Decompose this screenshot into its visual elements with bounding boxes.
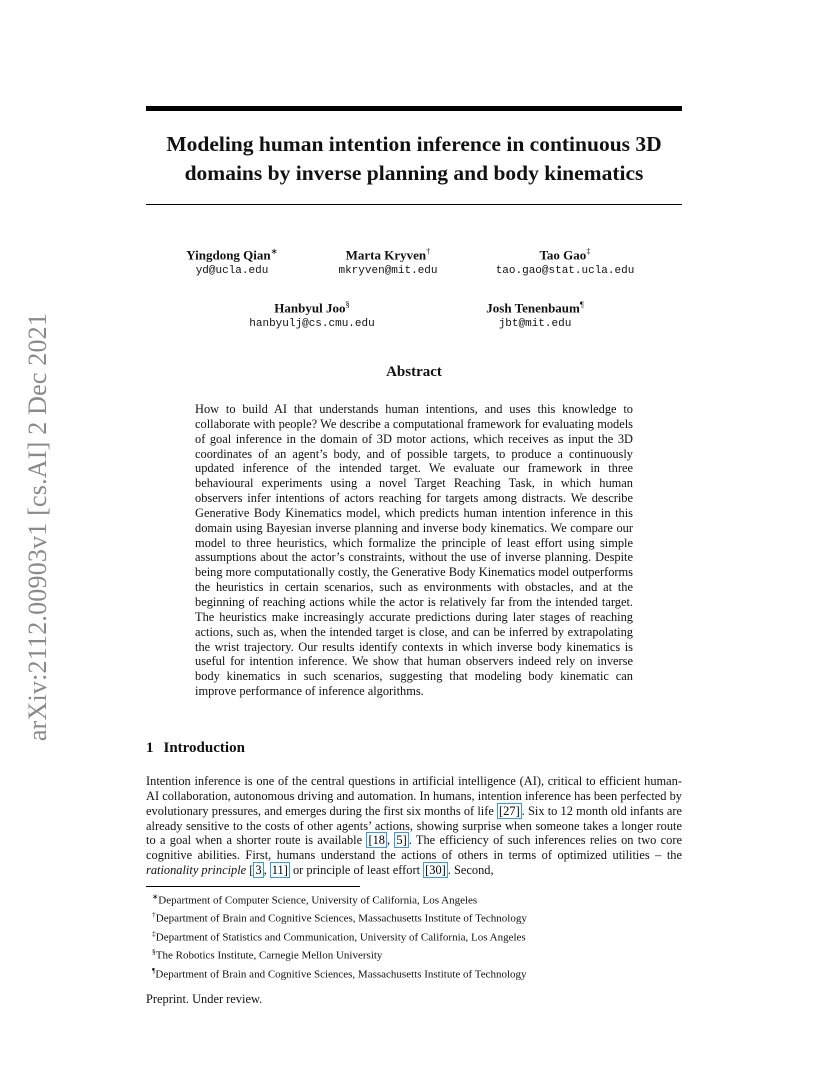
author-block bbox=[320, 243, 456, 279]
author-name: Yingdong Qian∗ bbox=[186, 246, 278, 263]
author-block bbox=[470, 296, 600, 332]
section-title: Introduction bbox=[163, 740, 245, 756]
citation-link[interactable]: [30] bbox=[425, 863, 446, 878]
author-email[interactable]: hanbyulj@cs.cmu.edu bbox=[249, 318, 375, 331]
citation-link[interactable]: [18 bbox=[368, 833, 385, 848]
author-email[interactable]: tao.gao@stat.ucla.edu bbox=[495, 265, 635, 278]
footnotes bbox=[152, 890, 527, 982]
author-email[interactable]: mkryven@mit.edu bbox=[338, 265, 438, 278]
author-block bbox=[236, 296, 388, 332]
arxiv-watermark-text: arXiv:2112.00903v1 [cs.AI] 2 Dec 2021 bbox=[23, 312, 52, 742]
section-number: 1 bbox=[146, 740, 154, 756]
author-email[interactable]: jbt@mit.edu bbox=[498, 318, 572, 331]
citation-link[interactable]: 11] bbox=[271, 863, 288, 878]
preprint-note: Preprint. Under review. bbox=[146, 992, 263, 1006]
footnote: ‡Department of Statistics and Communication, University of California, Los Angeles bbox=[152, 928, 526, 944]
emphasis-term: rationality principle bbox=[146, 863, 247, 878]
citation-link[interactable]: [27] bbox=[499, 803, 520, 818]
footnote: ¶Department of Brain and Cognitive Sciences, Massachusetts Institute of Technology bbox=[152, 965, 527, 981]
intro-paragraph: Intention inference is one of the central questions in artificial intelligence (AI), critical to efficient human-AI collaboration, autonomous driving and automation. In humans, intention inference has been perfected by evolutionary pressures, and emerges during the first six months of life [27] . Six to 12 month old infants are already sensitive to the costs of other agents’ actions, showing surprise when someone takes a longer route to a goal when a shorter route is available [18 , 5] . The efficiency of such inferences relies on two core cognitive abilities. First, humans understand the actions of others in terms of optimized utilities – the rationality principle [ 3 , 11] or principle of least effort [30] . Second, bbox=[146, 774, 683, 878]
author-block bbox=[480, 243, 650, 279]
paper-title: Modeling human intention inference in continuous 3D domains by inverse planning and body kinematics bbox=[166, 132, 662, 185]
title-bottom-rule bbox=[146, 204, 682, 205]
footnote: †Department of Brain and Cognitive Sciences, Massachusetts Institute of Technology bbox=[152, 910, 527, 926]
abstract-heading: Abstract bbox=[386, 364, 442, 380]
section-heading bbox=[146, 740, 245, 757]
citation-link[interactable]: 3 bbox=[255, 863, 262, 878]
author-email[interactable]: yd@ucla.edu bbox=[195, 265, 269, 278]
footnote-rule bbox=[146, 886, 360, 887]
footnote: ∗Department of Computer Science, University of California, Los Angeles bbox=[152, 892, 478, 907]
author-name: Hanbyul Joo§ bbox=[274, 299, 350, 316]
author-name: Josh Tenenbaum¶ bbox=[486, 299, 584, 316]
author-name: Marta Kryven† bbox=[345, 246, 431, 263]
abstract-text: How to build AI that understands human intentions, and uses this knowledge to collaborate with people? We describe a computational framework for evaluating models of goal inference in the domain of 3D motor actions, which receives as input the 3D coordinates of an agent’s body, and of possible targets, to produce a continuously updated inference of the intended target. We evaluate our framework in three behavioural experiments using a novel Target Reaching Task, in which human observers infer intentions of actors reaching for targets among distracts. We describe Generative Body Kinematics model, which predicts human intention inference in this domain using Bayesian inverse planning and inverse body kinematics. We compare our model to three heuristics, which formalize the principle of least effort using simple assumptions about the actor’s constraints, without the use of inverse planning. Despite being more computationally costly, the Generative Body Kinematics model outperforms the heuristics in certain scenarios, such as environments with obstacles, and at the beginning of reaching actions while the actor is relatively far from the intended target. The heuristics make increasingly accurate predictions during later stages of reaching actions, such as, when the intended target is close, and can be inferred by extrapolating the wrist trajectory. Our results identify contexts in which inverse body kinematics is useful for intention inference. We show that human observers indeed rely on inverse body kinematics in such scenarios, suggesting that modeling body kinematic can improve performance of inference algorithms. bbox=[195, 402, 633, 699]
citation-link[interactable]: 5] bbox=[396, 833, 407, 848]
title-top-rule bbox=[146, 106, 682, 111]
author-block bbox=[170, 243, 294, 279]
author-name: Tao Gao‡ bbox=[539, 246, 591, 263]
footnote: §The Robotics Institute, Carnegie Mellon University bbox=[152, 947, 383, 963]
